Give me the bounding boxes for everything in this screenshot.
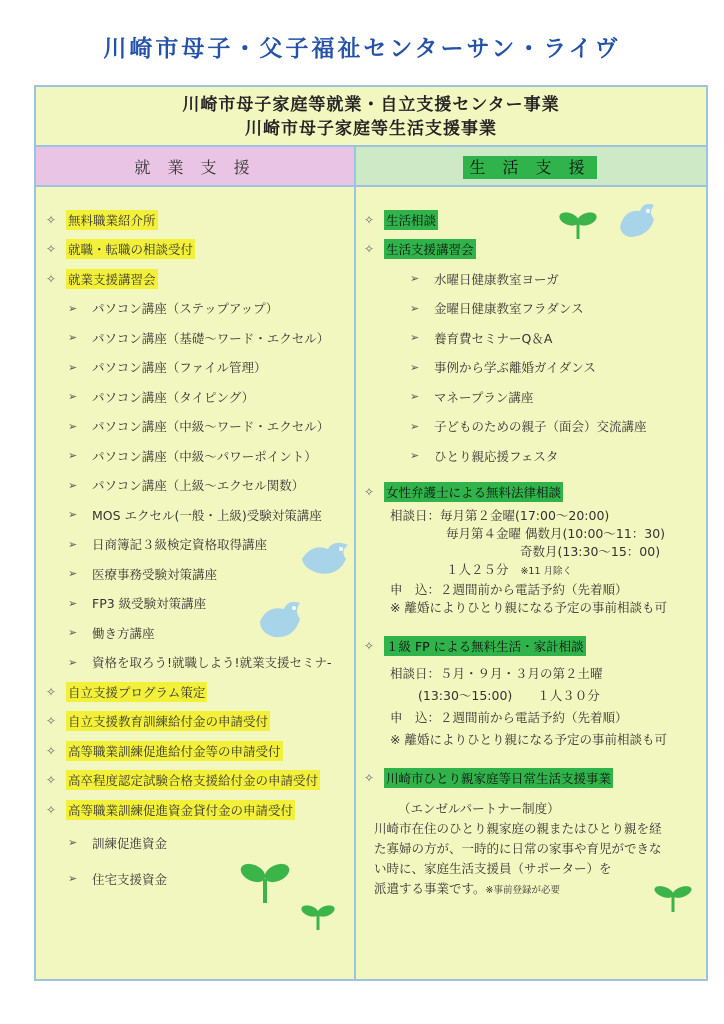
seminar-label: 水曜日健康教室ヨーガ [434,271,559,287]
list-item [46,707,346,737]
chevron-right-icon: ➢ [68,331,78,345]
list-item-label: パソコン講座（ファイル管理） [92,360,267,376]
list-item-label: FP3 級受験対策講座 [92,596,207,612]
chevron-right-icon: ➢ [410,360,420,374]
lawyer-duration: １人２５分 [446,561,509,577]
list-item [46,235,346,265]
lawyer-note-small: ※11 月除く [520,565,573,577]
lawyer-line-1: 相談日：毎月第２金曜(17:00～20:00) [390,507,610,523]
seminar-label: 養育費セミナーQ＆A [434,330,553,346]
sprout-icon [558,205,598,241]
chevron-right-icon: ➢ [410,449,420,463]
diamond-star-icon: ✧ [46,773,57,788]
seminar-label: マネープラン講座 [434,389,534,405]
seminar-item [364,264,700,294]
support-text-4-main: 派遣する事業です。 [374,880,486,896]
list-item [46,294,346,324]
list-item-label: パソコン講座（基礎～ワード・エクセル） [92,330,330,346]
diamond-star-icon: ✧ [46,242,57,257]
support-text-1: 川崎市在住のひとり親家庭の親またはひとり親を経 [374,820,662,836]
fp-line-1: 相談日：５月・９月・３月の第２土曜 [390,665,603,681]
header-line-2: 川崎市母子家庭等生活支援事業 [245,119,497,139]
list-item [46,205,346,235]
chevron-right-icon: ➢ [68,301,78,315]
lawyer-line-2: 毎月第４金曜 偶数月(10:00～11：30) [446,525,666,541]
list-item [46,323,346,353]
seminar-label: 子どものための親子（面会）交流講座 [434,419,647,435]
list-item [46,500,346,530]
seminar-label: 金曜日健康教室フラダンス [434,301,584,317]
list-item-label: 自立支援教育訓練給付金の申請受付 [66,711,270,731]
list-item-label: 高等職業訓練促進給付金等の申請受付 [66,741,283,761]
column-head-life-label: 生 活 支 援 [463,156,596,179]
lawyer-note: ※ 離婚によりひとり親になる予定の事前相談も可 [390,599,667,615]
list-item [364,763,700,793]
diamond-star-icon: ✧ [46,802,57,817]
lawyer-apply: 申 込：２週間前から電話予約（先着順） [390,581,628,597]
list-item-label: パソコン講座（中級～ワード・エクセル） [92,419,330,435]
list-item-label: 医療事務受験対策講座 [92,566,218,582]
seminar-item [364,412,700,442]
list-item-label: 日商簿記３級検定資格取得講座 [92,537,268,553]
life-consult-label: 生活相談 [384,210,438,230]
list-item-label: パソコン講座（タイピング） [92,389,255,405]
chevron-right-icon: ➢ [68,596,78,610]
chevron-right-icon: ➢ [410,419,420,433]
sprout-icon [300,899,336,931]
list-item [364,631,700,661]
diamond-star-icon: ✧ [46,684,57,699]
seminar-title: 生活支援講習会 [384,239,476,259]
support-title: 川崎市ひとり親家庭等日常生活支援事業 [384,768,613,788]
list-item-label: 就職・転職の相談受付 [66,239,195,259]
sprout-icon [240,855,290,905]
list-item [46,648,346,678]
list-item-label: 高等職業訓練促進資金貸付金の申請受付 [66,800,295,820]
list-item [46,766,346,796]
list-item-label: MOS エクセル(一般・上級)受験対策講座 [92,507,322,523]
list-item [46,441,346,471]
seminar-label: ひとり親応援フェスタ [434,448,559,464]
chevron-right-icon: ➢ [68,419,78,433]
list-item [46,861,346,897]
diamond-star-icon: ✧ [46,271,57,286]
list-item-label: パソコン講座（上級～エクセル関数） [92,478,305,494]
support-text-3: い時に、家庭生活支援員（サポーター）を [374,860,612,876]
fp-apply: 申 込：２週間前から電話予約（先着順） [390,709,628,725]
chevron-right-icon: ➢ [68,478,78,492]
chevron-right-icon: ➢ [68,449,78,463]
chevron-right-icon: ➢ [68,390,78,404]
lawyer-line-3: 奇数月(13:30～15：00) [520,543,661,559]
list-item-label: 資格を取ろう!就職しよう!就業支援セミナ- [92,655,332,671]
seminar-label: 事例から学ぶ離婚ガイダンス [434,360,596,376]
column-head-life [354,145,706,187]
seminar-item [364,353,700,383]
chevron-right-icon: ➢ [410,390,420,404]
chevron-right-icon: ➢ [68,626,78,640]
fp-line-2: (13:30～15:00) １人３０分 [418,687,600,703]
seminar-item [364,294,700,324]
diamond-star-icon: ✧ [46,714,57,729]
chevron-right-icon: ➢ [68,567,78,581]
header-line-1: 川崎市母子家庭等就業・自立支援センター事業 [182,95,560,115]
list-item [46,471,346,501]
list-item [46,264,346,294]
list-item [46,795,346,825]
lawyer-title: 女性弁護士による無料法律相談 [384,482,563,502]
diamond-star-icon: ✧ [364,638,375,653]
chevron-right-icon: ➢ [68,537,78,551]
lawyer-line-4 [364,561,700,581]
chevron-right-icon: ➢ [68,360,78,374]
fp-title: １級 FP による無料生活・家計相談 [384,636,586,656]
list-item [46,677,346,707]
list-item [46,736,346,766]
list-item-label: 就業支援講習会 [66,269,158,289]
chevron-right-icon: ➢ [68,655,78,669]
chevron-right-icon: ➢ [68,508,78,522]
list-item-label: 住宅支援資金 [92,871,168,887]
list-item-label: 高卒程度認定試験合格支援給付金の申請受付 [66,770,320,790]
list-item [46,412,346,442]
support-text-4-note: ※事前登録が必要 [485,884,560,896]
chevron-right-icon: ➢ [68,872,78,885]
chevron-right-icon: ➢ [410,301,420,315]
support-text-2: た寡婦の方が、一時的に日常の家事や育児ができな [374,840,662,856]
list-item-label: 自立支援プログラム策定 [66,682,207,702]
list-item-label: 無料職業紹介所 [66,210,158,230]
chevron-right-icon: ➢ [410,331,420,345]
support-text-4 [364,879,700,901]
list-item-label: パソコン講座（中級～パワーポイント） [92,448,317,464]
list-item [364,477,700,507]
diamond-star-icon: ✧ [364,212,375,227]
page-title: 川崎市母子・父子福祉センターサン・ライヴ [103,36,621,62]
list-item [46,825,346,861]
list-item-label: 訓練促進資金 [92,835,168,851]
bird-icon [254,597,304,645]
sprout-icon [654,879,692,913]
support-subtitle: （エンゼルパートナー制度） [398,800,560,816]
fp-note: ※ 離婚によりひとり親になる予定の事前相談も可 [390,731,667,747]
column-divider [354,145,356,979]
chevron-right-icon: ➢ [68,836,78,849]
diamond-star-icon: ✧ [364,242,375,257]
list-item-label: 働き方講座 [92,625,155,641]
list-item-label: パソコン講座（ステップアップ） [92,301,279,317]
seminar-item [364,382,700,412]
diamond-star-icon: ✧ [46,743,57,758]
chevron-right-icon: ➢ [410,272,420,286]
list-item [46,382,346,412]
diamond-star-icon: ✧ [364,484,375,499]
seminar-item [364,323,700,353]
seminar-item [364,441,700,471]
diamond-star-icon: ✧ [46,212,57,227]
content-frame [34,85,708,981]
column-head-employment: 就 業 支 援 [36,145,354,187]
list-item [46,353,346,383]
bird-icon [298,537,352,581]
bird-icon [614,197,660,245]
diamond-star-icon: ✧ [364,770,375,785]
header [36,87,706,145]
life-support-list [364,205,700,901]
